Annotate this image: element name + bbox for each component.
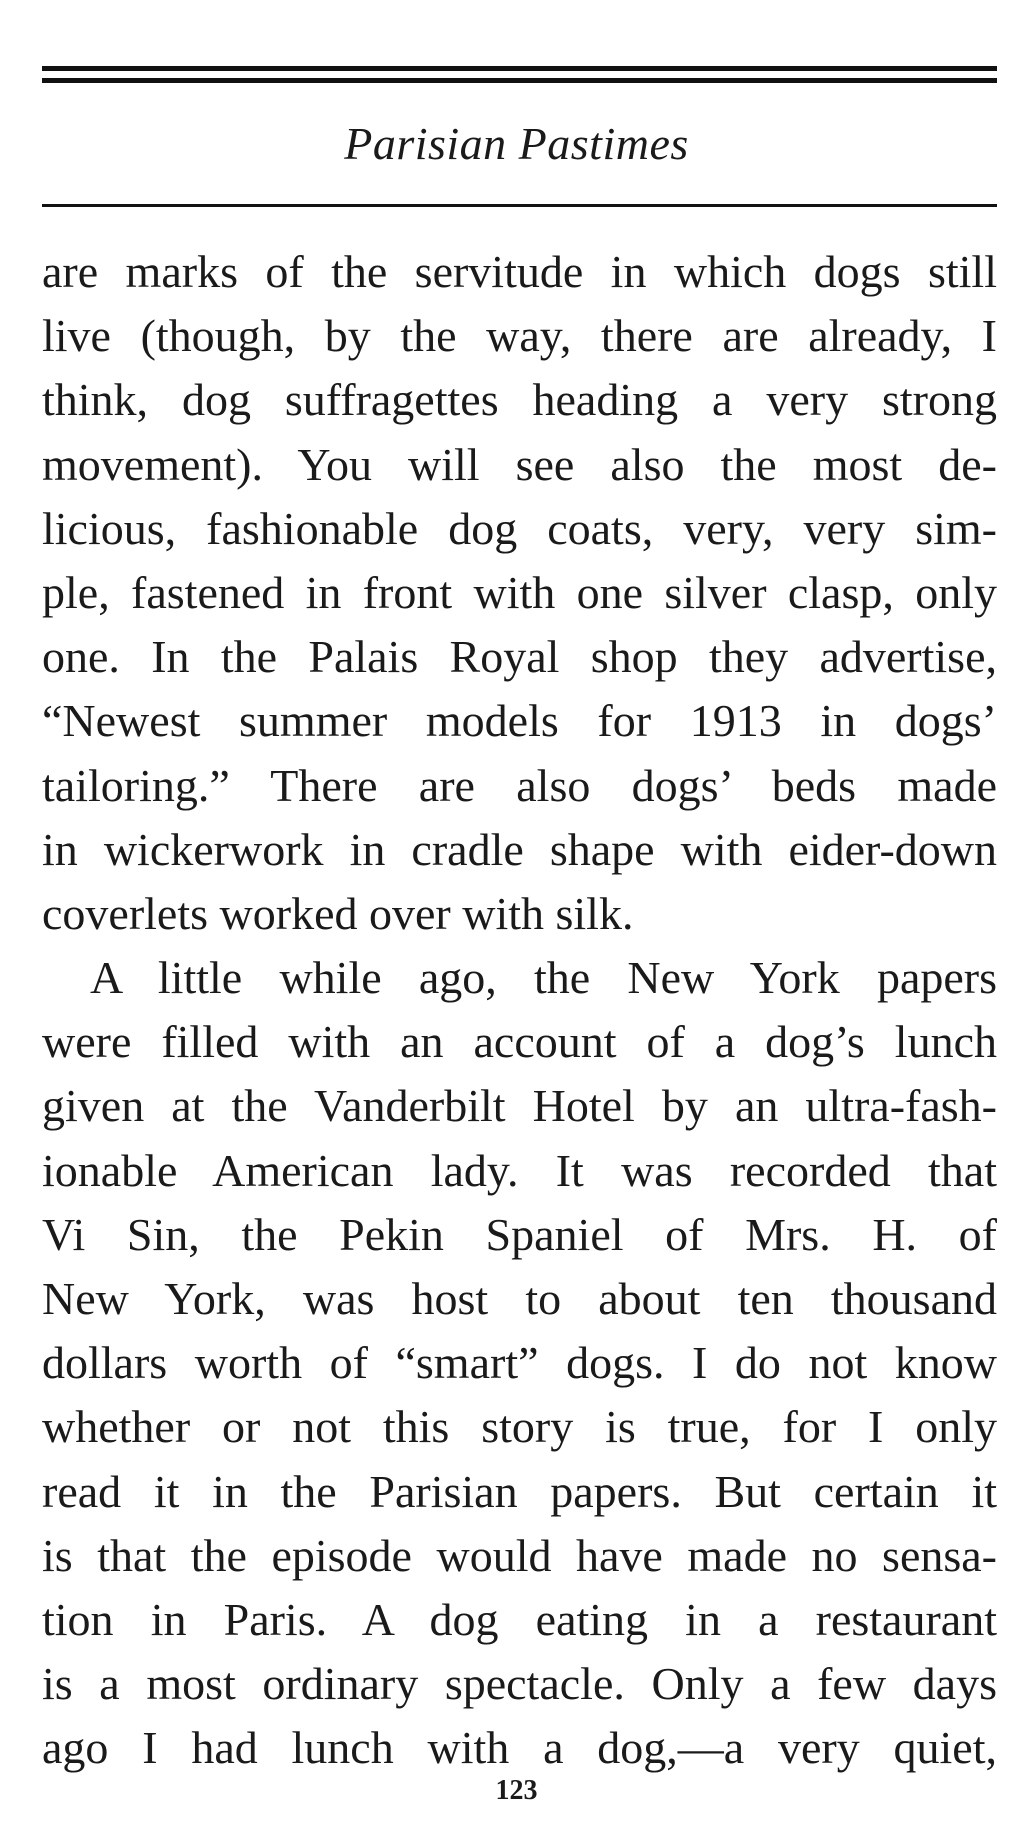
paragraph-first-line: A little while ago, the New York papers — [90, 952, 997, 1004]
text-line: Vi Sin, the Pekin Spaniel of Mrs. H. of — [42, 1208, 997, 1260]
text-line: one. In the Palais Royal shop they advertise, — [42, 631, 997, 683]
text-line: in wickerwork in cradle shape with eider-down — [42, 823, 997, 875]
text-line: coverlets worked over with silk. — [42, 887, 634, 939]
text-line: is a most ordinary spectacle. Only a few days — [42, 1658, 997, 1710]
text-line: New York, was host to about ten thousand — [42, 1273, 997, 1324]
text-line: licious, fashionable dog coats, very, very sim- — [42, 502, 997, 554]
text-line: whether or not this story is true, for I only — [42, 1401, 997, 1453]
text-line: are marks of the servitude in which dogs still — [42, 246, 997, 297]
text-line: tion in Paris. A dog eating in a restaurant — [42, 1593, 997, 1645]
text-line: ionable American lady. It was recorded that — [42, 1144, 997, 1196]
header-rule — [42, 204, 997, 207]
header-double-rule-bottom — [42, 78, 997, 83]
text-line: tailoring.” There are also dogs’ beds made — [42, 759, 997, 811]
text-line: read it in the Parisian papers. But certain it — [42, 1465, 997, 1517]
text-line: is that the episode would have made no sensa- — [42, 1529, 997, 1581]
text-line: live (though, by the way, there are already, I — [42, 310, 997, 362]
text-line: were filled with an account of a dog’s lunch — [42, 1016, 997, 1068]
text-line: ago I had lunch with a dog,—a very quiet, — [42, 1722, 997, 1774]
text-line: “Newest summer models for 1913 in dogs’ — [42, 695, 997, 747]
header-double-rule-top — [42, 66, 997, 71]
running-head: Parisian Pastimes — [344, 118, 689, 169]
text-line: dollars worth of “smart” dogs. I do not know — [42, 1337, 997, 1389]
text-line: think, dog suffragettes heading a very strong — [42, 374, 997, 426]
body-text — [42, 240, 997, 1781]
text-line: movement). You will see also the most de- — [42, 438, 997, 490]
page-number: 123 — [495, 1775, 538, 1806]
text-line: ple, fastened in front with one silver clasp, only — [42, 566, 997, 618]
text-line: given at the Vanderbilt Hotel by an ultra-fash- — [42, 1080, 997, 1132]
